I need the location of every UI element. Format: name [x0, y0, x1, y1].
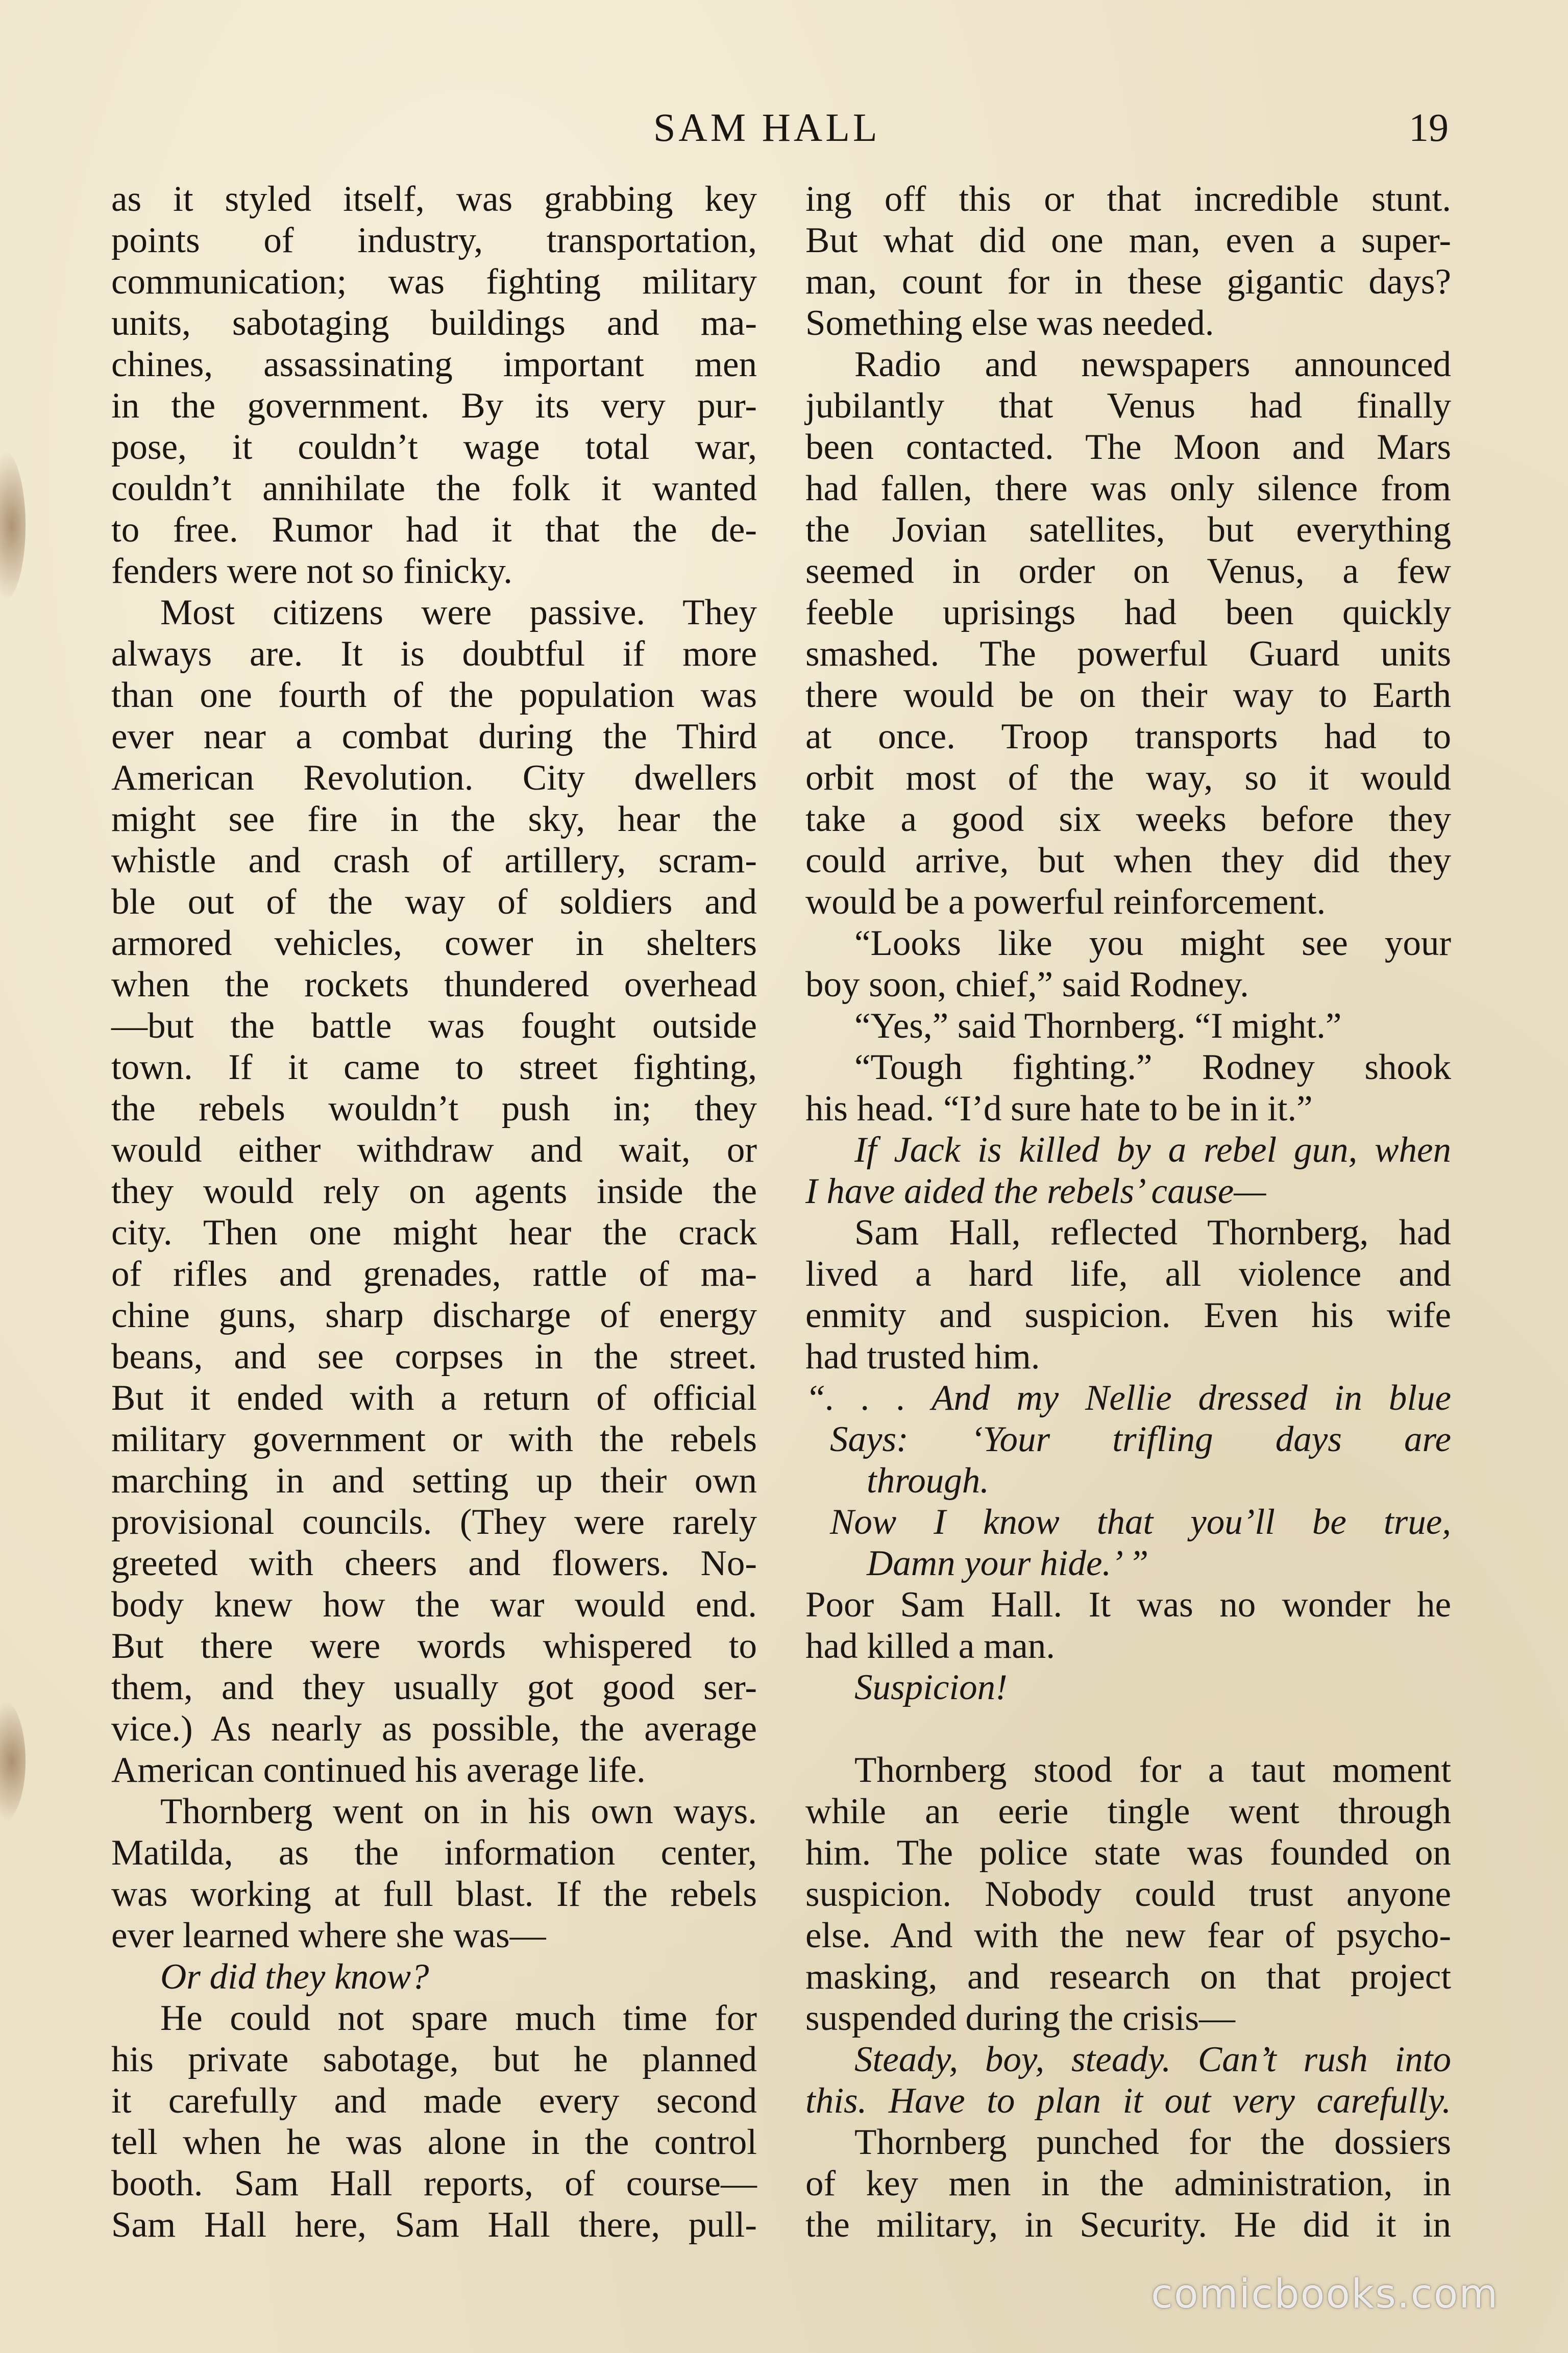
text-line: jubilantly that Venus had finally: [805, 386, 1451, 426]
text-line: him. The police state was founded on: [805, 1833, 1451, 1873]
text-line: Thornberg went on in his own ways.: [160, 1792, 757, 1831]
text-line: tell when he was alone in the control: [111, 2122, 757, 2162]
text-line: pose, it couldn’t wage total war,: [111, 427, 757, 467]
text-line: had fallen, there was only silence from: [805, 469, 1451, 508]
text-line: Damn your hide.’ ”: [867, 1543, 1149, 1583]
text-line: But it ended with a return of official: [111, 1378, 757, 1418]
text-line: ble out of the way of soldiers and: [111, 882, 757, 922]
text-line: would be a powerful reinforcement.: [805, 882, 1326, 922]
page-stain-lower: [0, 1700, 26, 1822]
text-line: chine guns, sharp discharge of energy: [111, 1295, 757, 1335]
text-line: If Jack is killed by a rebel gun, when: [854, 1130, 1451, 1170]
text-line: his head. “I’d sure hate to be in it.”: [805, 1089, 1313, 1129]
text-line: Says: ‘Your trifling days are: [830, 1419, 1451, 1459]
text-line: Thornberg punched for the dossiers: [854, 2122, 1451, 2162]
text-line: booth. Sam Hall reports, of course—: [111, 2164, 757, 2203]
watermark: comicbooks.com: [1151, 2271, 1499, 2317]
text-line: vice.) As nearly as possible, the average: [111, 1709, 757, 1749]
text-line: Sam Hall here, Sam Hall there, pull-: [111, 2205, 757, 2245]
text-line: smashed. The powerful Guard units: [805, 634, 1451, 674]
text-line: always are. It is doubtful if more: [111, 634, 757, 674]
text-line: I have aided the rebels’ cause—: [805, 1171, 1266, 1211]
page-stain-upper: [0, 449, 26, 602]
text-line: while an eerie tingle went through: [805, 1792, 1451, 1831]
text-line: But there were words whispered to: [111, 1626, 757, 1666]
text-line: ever learned where she was—: [111, 1916, 546, 1955]
text-line: in the government. By its very pur-: [111, 386, 757, 426]
text-line: “Looks like you might see your: [854, 923, 1451, 963]
running-title: SAM HALL: [653, 105, 880, 150]
text-line: through.: [867, 1461, 989, 1501]
text-line: Radio and newspapers announced: [854, 345, 1451, 384]
text-line: body knew how the war would end.: [111, 1585, 757, 1625]
text-line: would either withdraw and wait, or: [111, 1130, 757, 1170]
text-line: could arrive, but when they did they: [805, 841, 1451, 880]
text-line: American continued his average life.: [111, 1750, 646, 1790]
text-line: American Revolution. City dwellers: [111, 758, 757, 798]
text-line: the rebels wouldn’t push in; they: [111, 1089, 757, 1129]
text-line: suspicion. Nobody could trust anyone: [805, 1874, 1451, 1914]
text-line: Sam Hall, reflected Thornberg, had: [854, 1213, 1451, 1253]
text-line: had trusted him.: [805, 1337, 1040, 1377]
text-line: Something else was needed.: [805, 303, 1214, 343]
text-line: of key men in the administration, in: [805, 2164, 1451, 2203]
text-line: greeted with cheers and flowers. No-: [111, 1543, 757, 1583]
text-line: whistle and crash of artillery, scram-: [111, 841, 757, 880]
text-line: ing off this or that incredible stunt.: [805, 179, 1451, 219]
text-line: Matilda, as the information center,: [111, 1833, 757, 1873]
text-line: they would rely on agents inside the: [111, 1171, 757, 1211]
text-line: masking, and research on that project: [805, 1957, 1451, 1997]
text-line: the Jovian satellites, but everything: [805, 510, 1451, 550]
text-line: man, count for in these gigantic days?: [805, 262, 1451, 302]
text-line: of rifles and grenades, rattle of ma-: [111, 1254, 757, 1294]
text-line: suspended during the crisis—: [805, 1998, 1236, 2038]
text-line: units, sabotaging buildings and ma-: [111, 303, 757, 343]
text-line: Most citizens were passive. They: [160, 593, 757, 632]
text-line: when the rockets thundered overhead: [111, 965, 757, 1004]
text-line: it carefully and made every second: [111, 2081, 757, 2121]
text-line: Poor Sam Hall. It was no wonder he: [805, 1585, 1451, 1625]
text-line: points of industry, transportation,: [111, 220, 757, 260]
text-line: had killed a man.: [805, 1626, 1055, 1666]
text-line: provisional councils. (They were rarely: [111, 1502, 757, 1542]
text-line: chines, assassinating important men: [111, 345, 757, 384]
text-line: there would be on their way to Earth: [805, 675, 1451, 715]
text-line: might see fire in the sky, hear the: [111, 799, 757, 839]
text-line: as it styled itself, was grabbing key: [111, 179, 757, 219]
text-line: than one fourth of the population was: [111, 675, 757, 715]
text-line: Suspicion!: [854, 1668, 1008, 1707]
text-line: But what did one man, even a super-: [805, 220, 1451, 260]
text-line: seemed in order on Venus, a few: [805, 551, 1451, 591]
text-line: communication; was fighting military: [111, 262, 757, 302]
left-text-column: [111, 179, 757, 2246]
text-line: lived a hard life, all violence and: [805, 1254, 1451, 1294]
text-line: He could not spare much time for: [160, 1998, 757, 2038]
text-line: Thornberg stood for a taut moment: [854, 1750, 1451, 1790]
text-line: military government or with the rebels: [111, 1419, 757, 1459]
text-line: [805, 1708, 1451, 1750]
text-line: them, and they usually got good ser-: [111, 1668, 757, 1707]
text-line: “. . . And my Nellie dressed in blue: [805, 1378, 1451, 1418]
text-line: ever near a combat during the Third: [111, 717, 757, 756]
text-line: town. If it came to street fighting,: [111, 1047, 757, 1087]
text-line: feeble uprisings had been quickly: [805, 593, 1451, 632]
text-line: this. Have to plan it out very carefully.: [805, 2081, 1451, 2121]
text-line: city. Then one might hear the crack: [111, 1213, 757, 1253]
text-line: take a good six weeks before they: [805, 799, 1451, 839]
text-line: beans, and see corpses in the street.: [111, 1337, 757, 1377]
text-line: “Yes,” said Thornberg. “I might.”: [854, 1006, 1342, 1046]
text-line: “Tough fighting.” Rodney shook: [854, 1047, 1451, 1087]
text-line: couldn’t annihilate the folk it wanted: [111, 469, 757, 508]
text-line: —but the battle was fought outside: [111, 1006, 757, 1046]
text-line: been contacted. The Moon and Mars: [805, 427, 1451, 467]
text-line: was working at full blast. If the rebels: [111, 1874, 757, 1914]
text-line: Now I know that you’ll be true,: [830, 1502, 1451, 1542]
text-line: his private sabotage, but he planned: [111, 2040, 757, 2079]
text-line: marching in and setting up their own: [111, 1461, 757, 1501]
page-number: 19: [1409, 105, 1449, 150]
text-line: Steady, boy, steady. Can’t rush into: [854, 2040, 1451, 2079]
page-header: [0, 100, 1568, 156]
text-line: boy soon, chief,” said Rodney.: [805, 965, 1249, 1004]
text-line: to free. Rumor had it that the de-: [111, 510, 757, 550]
text-line: Or did they know?: [160, 1957, 429, 1997]
text-line: the military, in Security. He did it in: [805, 2205, 1451, 2245]
text-line: orbit most of the way, so it would: [805, 758, 1451, 798]
text-line: fenders were not so finicky.: [111, 551, 512, 591]
text-line: enmity and suspicion. Even his wife: [805, 1295, 1451, 1335]
right-text-column: [805, 179, 1451, 2246]
text-line: else. And with the new fear of psycho-: [805, 1916, 1451, 1955]
text-line: at once. Troop transports had to: [805, 717, 1451, 756]
text-line: armored vehicles, cower in shelters: [111, 923, 757, 963]
